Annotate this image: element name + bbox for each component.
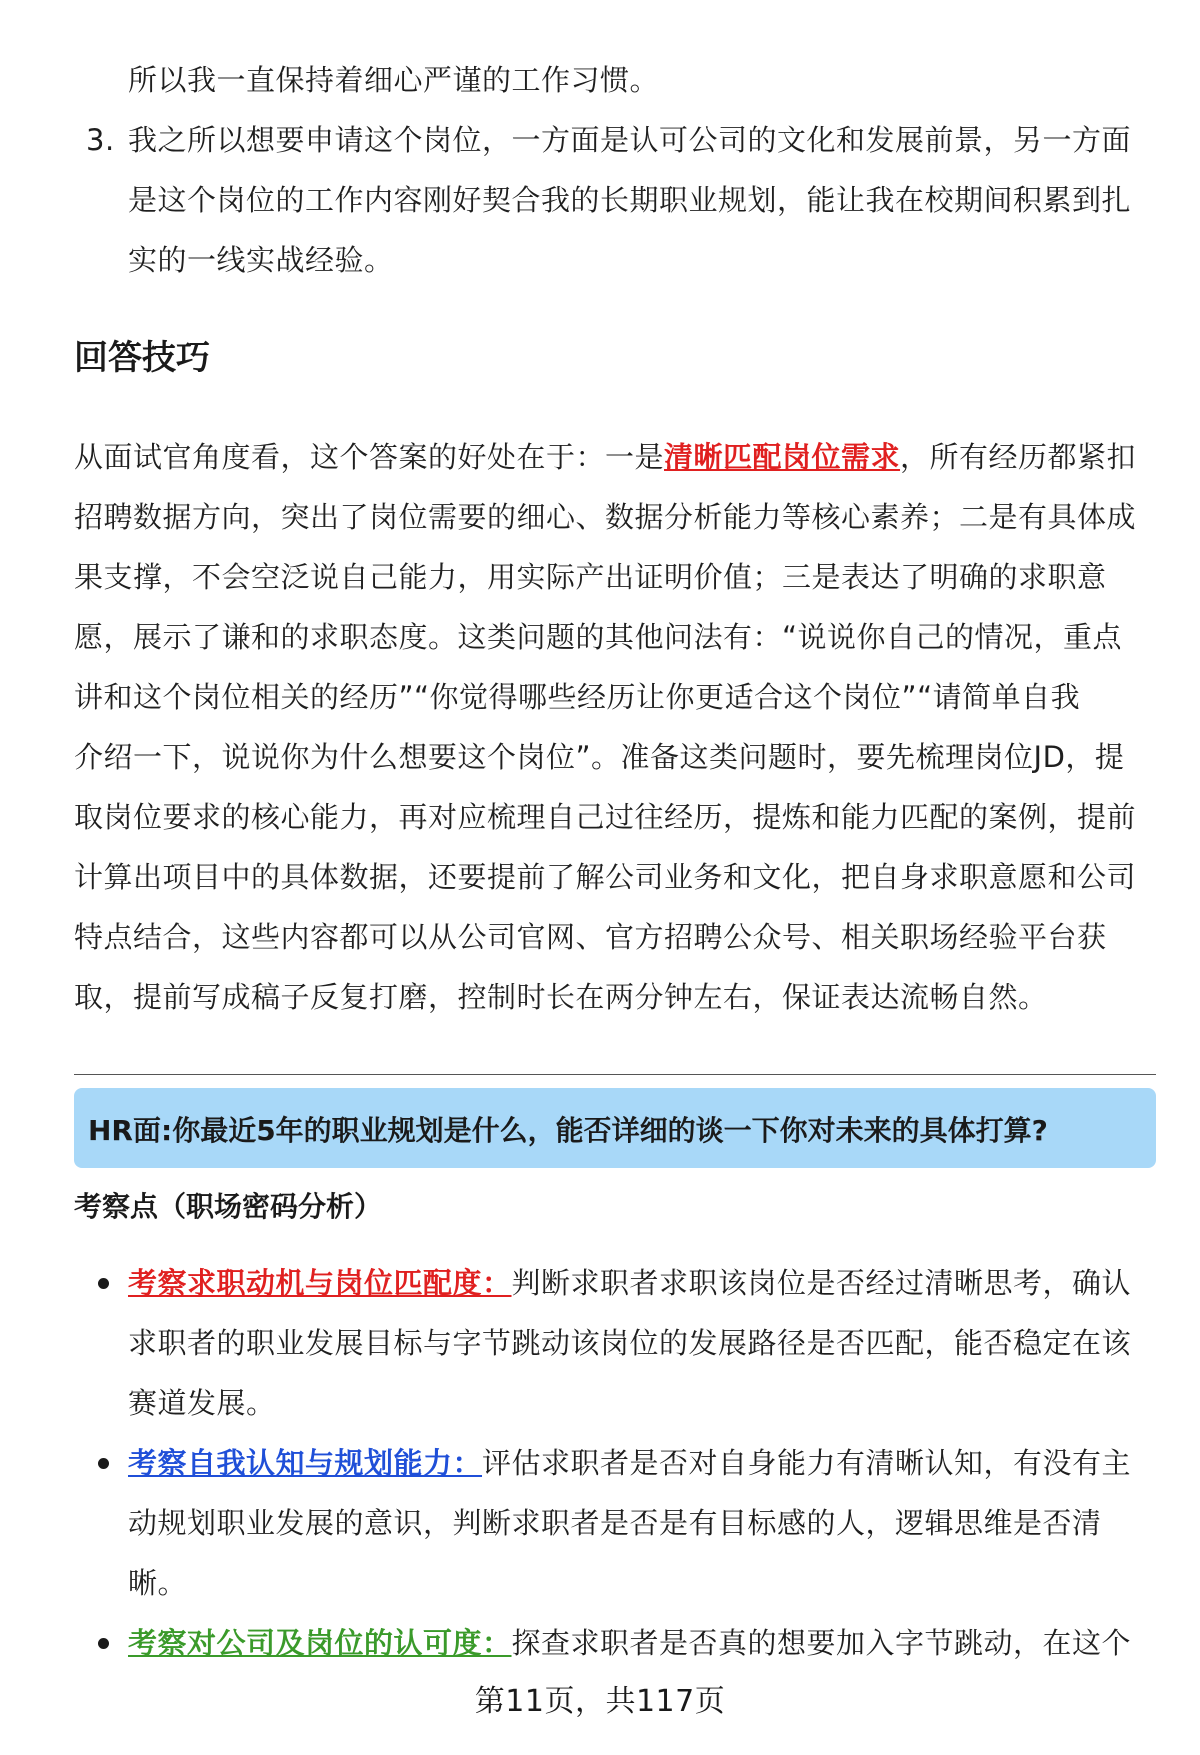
analysis-line: 招聘数据方向，突出了岗位需要的细心、数据分析能力等核心素养；二是有具体成 xyxy=(74,500,1137,534)
bullet-line: 求职者的职业发展目标与字节跳动该岗位的发展路径是否匹配，能否稳定在该 xyxy=(128,1326,1132,1360)
item-line: 我之所以想要申请这个岗位，一方面是认可公司的文化和发展前景，另一方面 xyxy=(128,123,1132,157)
analysis-line: 愿，展示了谦和的求职态度。这类问题的其他问法有：“说说你自己的情况，重点 xyxy=(74,620,1123,654)
analysis-line: 介绍一下，说说你为什么想要这个岗位”。准备这类问题时，要先梳理岗位JD，提 xyxy=(74,740,1125,774)
analysis-line xyxy=(74,427,1154,487)
bullet-dot-icon xyxy=(98,1638,109,1649)
bullet-dot-icon xyxy=(98,1278,109,1289)
continuation-line: 所以我一直保持着细心严谨的工作习惯。 xyxy=(128,63,660,97)
bullet-item-self-awareness xyxy=(74,1433,1154,1613)
numbered-item-3 xyxy=(74,110,1154,290)
question-box xyxy=(74,1088,1156,1168)
bullet-label: 考察求职动机与岗位匹配度： xyxy=(128,1266,512,1300)
bullet-text: 评估求职者是否对自身能力有清晰认知，有没有主 xyxy=(482,1446,1132,1480)
bullet-list xyxy=(74,1253,1154,1673)
analysis-paragraph xyxy=(74,427,1154,1027)
bullet-dot-icon xyxy=(98,1458,109,1469)
bullet-line xyxy=(128,1253,1154,1313)
bullet-label: 考察对公司及岗位的认可度： xyxy=(128,1626,512,1660)
item-line: 实的一线实战经验。 xyxy=(128,243,394,277)
divider xyxy=(74,1074,1156,1075)
previous-answer-block xyxy=(74,50,1154,290)
bullet-item-motivation xyxy=(74,1253,1154,1433)
analysis-line: 特点结合，这些内容都可以从公司官网、官方招聘公众号、相关职场经验平台获 xyxy=(74,920,1107,954)
bullet-line xyxy=(128,1613,1154,1673)
analysis-text: 从面试官角度看，这个答案的好处在于：一是 xyxy=(74,440,665,474)
bullet-label: 考察自我认知与规划能力： xyxy=(128,1446,483,1480)
item-line: 是这个岗位的工作内容刚好契合我的长期职业规划，能让我在校期间积累到扎 xyxy=(128,183,1132,217)
bullet-line xyxy=(128,1433,1154,1493)
analysis-line: 讲和这个岗位相关的经历”“你觉得哪些经历让你更适合这个岗位”“请简单自我 xyxy=(74,680,1081,714)
bullet-line: 赛道发展。 xyxy=(128,1386,276,1420)
bullet-line: 晰。 xyxy=(128,1566,188,1600)
subsection-title: 考察点（职场密码分析） xyxy=(74,1190,383,1223)
analysis-line: 取，提前写成稿子反复打磨，控制时长在两分钟左右，保证表达流畅自然。 xyxy=(74,980,1048,1014)
bullet-line: 动规划职业发展的意识，判断求职者是否是有目标感的人，逻辑思维是否清 xyxy=(128,1506,1102,1540)
list-number: 3. xyxy=(86,123,115,157)
bullet-text: 探查求职者是否真的想要加入字节跳动，在这个 xyxy=(511,1626,1132,1660)
analysis-line: 果支撑，不会空泛说自己能力，用实际产出证明价值；三是表达了明确的求职意 xyxy=(74,560,1107,594)
analysis-text: ，所有经历都紧扣 xyxy=(900,440,1137,474)
analysis-line: 取岗位要求的核心能力，再对应梳理自己过往经历，提炼和能力匹配的案例，提前 xyxy=(74,800,1137,834)
highlight-text: 清晰匹配岗位需求 xyxy=(664,440,901,474)
section-title: 回答技巧 xyxy=(74,338,210,378)
page-footer: 第11页，共117页 xyxy=(474,1684,726,1719)
bullet-text: 判断求职者求职该岗位是否经过清晰思考，确认 xyxy=(511,1266,1132,1300)
question-text: HR面:你最近5年的职业规划是什么，能否详细的谈一下你对未来的具体打算? xyxy=(88,1114,1048,1147)
analysis-line: 计算出项目中的具体数据，还要提前了解公司业务和文化，把自身求职意愿和公司 xyxy=(74,860,1137,894)
bullet-item-company-recognition xyxy=(74,1613,1154,1673)
